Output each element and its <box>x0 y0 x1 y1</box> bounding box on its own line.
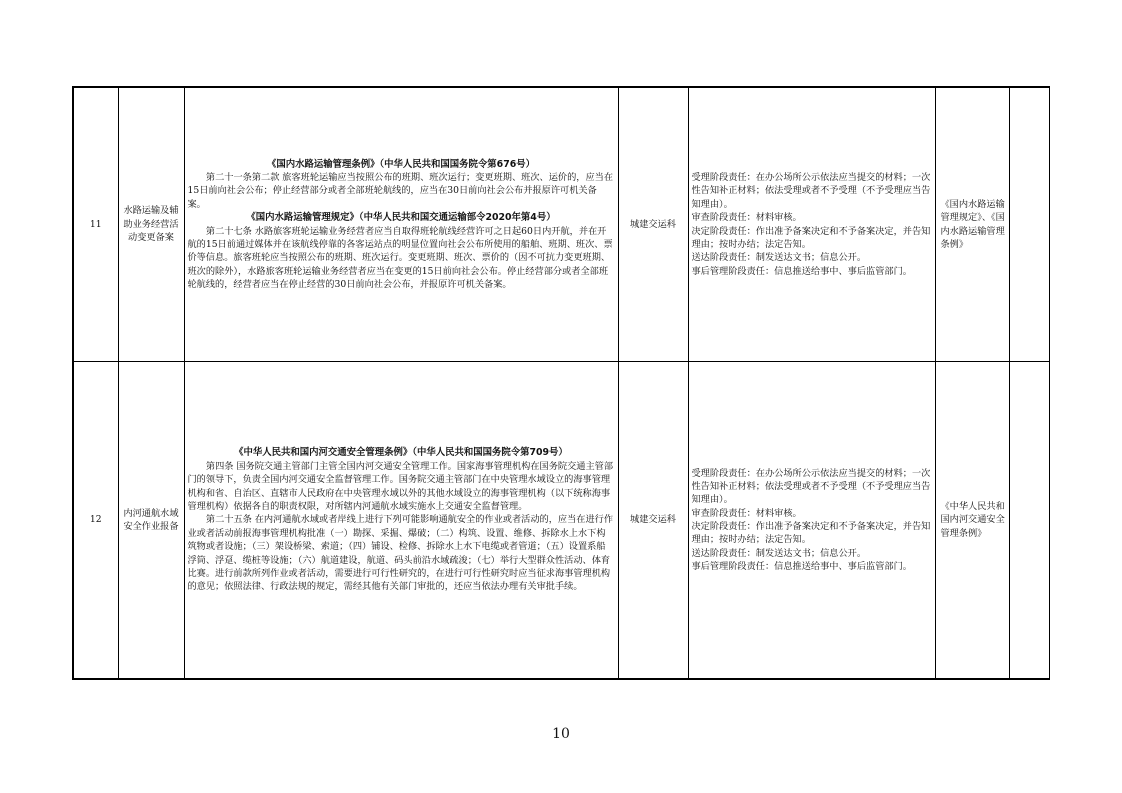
responsibility-item: 决定阶段责任：作出准予备案决定和不予备案决定，并告知理由；按时办结；法定告知。 <box>691 521 931 546</box>
row-number: 12 <box>73 362 118 680</box>
table-row <box>73 87 1049 362</box>
law-title: 《中华人民共和国内河交通安全管理条例》（中华人民共和国国务院令第709号） <box>234 447 568 459</box>
department: 城建交运科 <box>618 362 688 680</box>
remarks-cell <box>1009 362 1049 680</box>
responsibility-item: 送达阶段责任：制发送达文书；信息公开。 <box>691 547 867 559</box>
basis-reference: 《国内水路运输管理规定》、《国内水路运输管理条例》 <box>935 87 1009 362</box>
responsibility-table <box>72 86 1050 680</box>
department: 城建交运科 <box>618 87 688 362</box>
responsibility-item: 事后管理阶段责任：信息推送给事中、事后监管部门。 <box>691 265 912 277</box>
row-number: 11 <box>73 87 118 362</box>
responsibility-item: 决定阶段责任：作出准予备案决定和不予备案决定，并告知理由；按时办结；法定告知。 <box>691 225 931 250</box>
item-name: 内河通航水域安全作业报备 <box>118 362 184 680</box>
responsibility-item: 审查阶段责任：材料审核。 <box>691 507 802 519</box>
responsibility-item: 送达阶段责任：制发送达文书；信息公开。 <box>691 252 867 264</box>
responsibility-item: 事后管理阶段责任：信息推送给事中、事后监管部门。 <box>691 561 912 573</box>
law-article: 第四条 国务院交通主管部门主管全国内河交通安全管理工作。国家海事管理机构在国务院交通主管部门的领导下，负责全国内河交通安全监督管理工作。国务院交通主管部门在中央管理水域设立的海事管理机构和省、自治区、直辖市人民政府在中央管理水域以外的其他水域设立的海事管理机构（以下统称海事管理机构）依据各自的职责权限，对所辖内河通航水域实施水上交通安全监督管理。 <box>187 461 614 513</box>
law-title: 《国内水路运输管理规定》（中华人民共和国交通运输部令2020年第4号） <box>246 212 556 224</box>
law-article: 第二十一条第二款 旅客班轮运输应当按照公布的班期、班次运行；变更班期、班次、运价的，应当在15日前向社会公布；停止经营部分或者全部班轮航线的，应当在30日前向社会公布并报原许可机关备案。 <box>187 172 614 210</box>
basis-reference: 《中华人民共和国内河交通安全管理条例》 <box>935 362 1009 680</box>
remarks-cell <box>1009 87 1049 362</box>
legal-basis-text <box>184 362 618 680</box>
responsibility-item: 审查阶段责任：材料审核。 <box>691 212 802 224</box>
item-name: 水路运输及辅助业务经营活动变更备案 <box>118 87 184 362</box>
law-article: 第二十五条 在内河通航水域或者岸线上进行下列可能影响通航安全的作业或者活动的，应当在进行作业或者活动前报海事管理机构批准（一）勘探、采掘、爆破；（二）构筑、设置、维修、拆除水上水下构筑物或者设施；（三）架设桥梁、索道；（四）铺设、检修、拆除水上水下电缆或者管道；（五）设置系船浮筒、浮趸、缆桩等设施；（六）航道建设，航道、码头前沿水域疏浚；（七）举行大型群众性活动、体育比赛。进行前款所列作业或者活动，需要进行可行性研究的，在进行可行性研究时应当征求海事管理机构的意见；依照法律、行政法规的规定，需经其他有关部门审批的，还应当依法办理有关审批手续。 <box>187 514 614 593</box>
law-article: 第二十七条 水路旅客班轮运输业务经营者应当自取得班轮航线经营许可之日起60日内开航，并在开航的15日前通过媒体并在该航线停靠的各客运站点的明显位置向社会公布所使用的船舶、班期、班次、票价等信息。旅客班轮应当按照公布的班期、班次运行。变更班期、班次、票价的（因不可抗力变更班期、班次的除外），水路旅客班轮运输业务经营者应当在变更的15日前向社会公布。停止经营部分或者全部班轮航线的，经营者应当在停止经营的30日前向社会公布，并报原许可机关备案。 <box>187 225 613 291</box>
table-row <box>73 362 1049 680</box>
responsibility-item: 受理阶段责任：在办公场所公示依法应当提交的材料；一次性告知补正材料；依法受理或者不予受理（不予受理应当告知理由）。 <box>691 172 931 210</box>
page-number: 10 <box>552 726 570 742</box>
legal-basis-text <box>184 87 618 362</box>
law-title: 《国内水路运输管理条例》（中华人民共和国国务院令第676号） <box>266 158 535 170</box>
responsibility-list <box>688 87 935 362</box>
responsibility-item: 受理阶段责任：在办公场所公示依法应当提交的材料；一次性告知补正材料；依法受理或者不予受理（不予受理应当告知理由）。 <box>691 467 931 506</box>
responsibility-list <box>688 362 935 680</box>
